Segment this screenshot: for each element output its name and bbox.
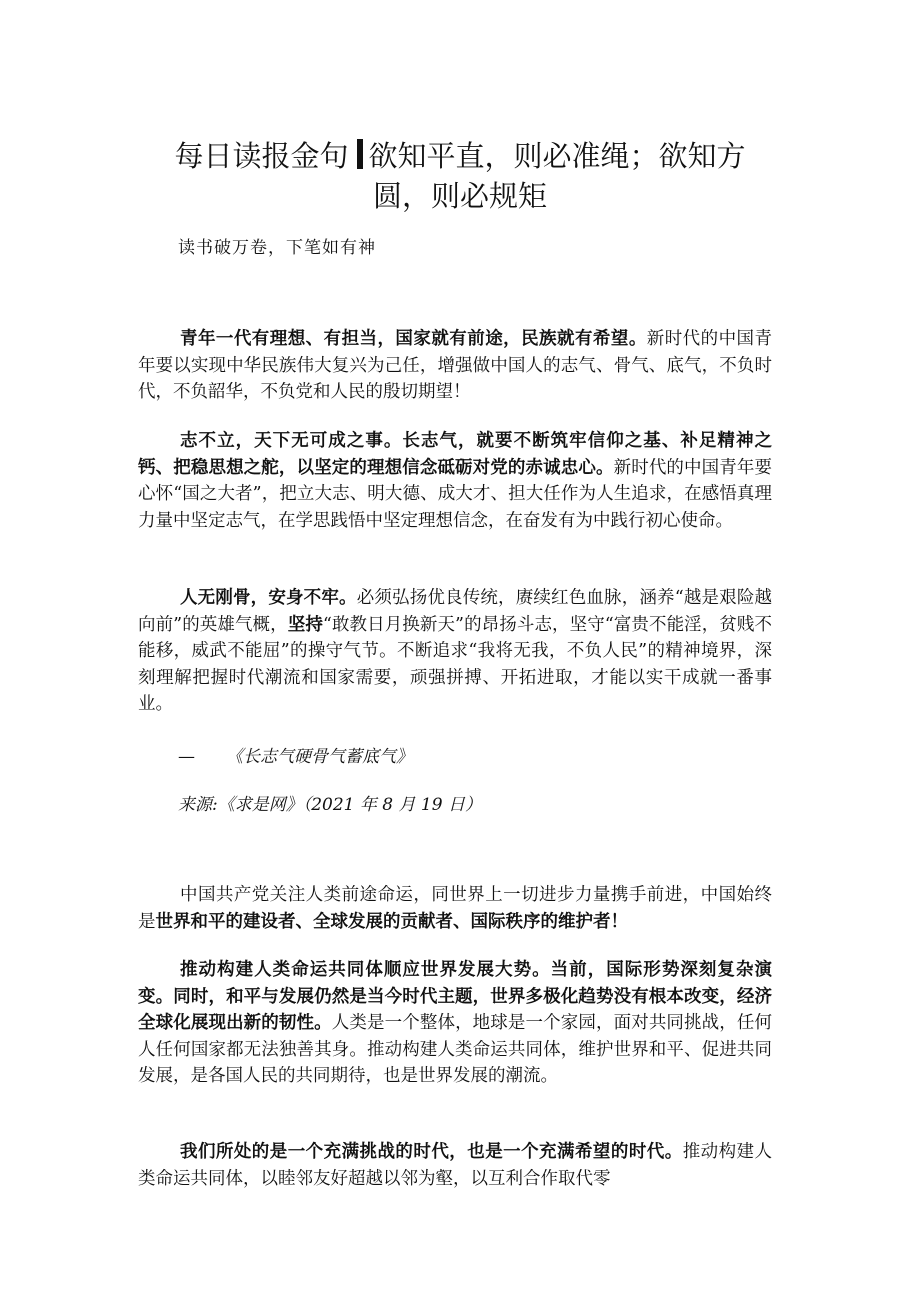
paragraph-bold-lead: 志不立，天下无可成之事。长志气，就要不断筑牢信仰之基、补足精神之钙、把稳思想之舵，以坚定的理想信念砥砺对党的赤诚忠心。 bbox=[138, 431, 772, 478]
paragraph-cpc-mission bbox=[138, 882, 772, 935]
title-part1: 每日读报金句 bbox=[174, 139, 349, 173]
paragraph-text: 推动构建人类命运共同体，以睦邻友好超越以邻为壑，以互利合作取代零 bbox=[138, 1142, 772, 1189]
source-article-title: 《长志气硬骨气蓄底气》 bbox=[226, 747, 413, 767]
paragraph-text: 新时代的中国青年要以实现中华民族伟大复兴为己任，增强做中国人的志气、骨气、底气，不负时代，不负韶华，不负党和人民的殷切期望！ bbox=[138, 329, 772, 402]
source-citation: 来源:《求是网》（2021 年 8 月 19 日） bbox=[178, 795, 482, 815]
paragraph-bold-lead: 推动构建人类命运共同体顺应世界发展大势。当前，国际形势深刻复杂演变。同时，和平与发展仍然是当今时代主题，世界多极化趋势没有根本改变，经济全球化展现出新的韧性。 bbox=[138, 960, 772, 1033]
paragraph-youth-ideals bbox=[138, 326, 772, 406]
page-title bbox=[150, 136, 770, 216]
subtitle: 读书破万卷，下笔如有神 bbox=[178, 238, 376, 258]
paragraph-text: 新时代的中国青年要心怀“国之大者”，把立大志、明大德、成大才、担大任作为人生追求，在感悟真理力量中坚定志气，在学思践悟中坚定理想信念，在奋发有为中践行初心使命。 bbox=[138, 457, 773, 531]
title-separator-bar bbox=[357, 139, 363, 169]
paragraph-bold-inline: 坚持 bbox=[287, 614, 323, 635]
paragraph-backbone bbox=[138, 585, 772, 718]
paragraph-era-of-hope bbox=[138, 1139, 772, 1192]
paragraph-text: 中国共产党关注人类前途命运，同世界上一切进步力量携手前进，中国始终是 bbox=[138, 885, 772, 932]
paragraph-bold-lead: 人无刚骨，安身不牢。 bbox=[180, 588, 357, 608]
source-dash: — bbox=[178, 747, 195, 767]
paragraph-bold-lead: 我们所处的是一个充满挑战的时代，也是一个充满希望的时代。 bbox=[180, 1142, 683, 1162]
title-part2: 欲知平直，则必准绳；欲知方圆，则必规矩 bbox=[368, 139, 746, 213]
paragraph-text: “敢教日月换新天”的昂扬斗志，坚守“富贵不能淫，贫贱不能移，威武不能屈”的操守气节。不断追求“我将无我，不负人民”的精神境界，深刻理解把握时代潮流和国家需要，顽强拼搏、开拓进取，才能以实干成就一番事业。 bbox=[138, 614, 773, 714]
paragraph-text: 人类是一个整体，地球是一个家园，面对共同挑战，任何人任何国家都无法独善其身。推动构建人类命运共同体，维护世界和平、促进共同发展，是各国人民的共同期待，也是世界发展的潮流。 bbox=[138, 1013, 773, 1086]
paragraph-text: 必须弘扬优良传统，赓续红色血脉，涵养“越是艰险越向前”的英雄气概， bbox=[138, 588, 772, 635]
paragraph-shared-future bbox=[138, 957, 772, 1090]
paragraph-bold-lead: 青年一代有理想、有担当，国家就有前途，民族就有希望。 bbox=[180, 329, 647, 349]
paragraph-ambition bbox=[138, 428, 772, 534]
paragraph-bold-tail: 世界和平的建设者、全球发展的贡献者、国际秩序的维护者！ bbox=[155, 911, 628, 932]
